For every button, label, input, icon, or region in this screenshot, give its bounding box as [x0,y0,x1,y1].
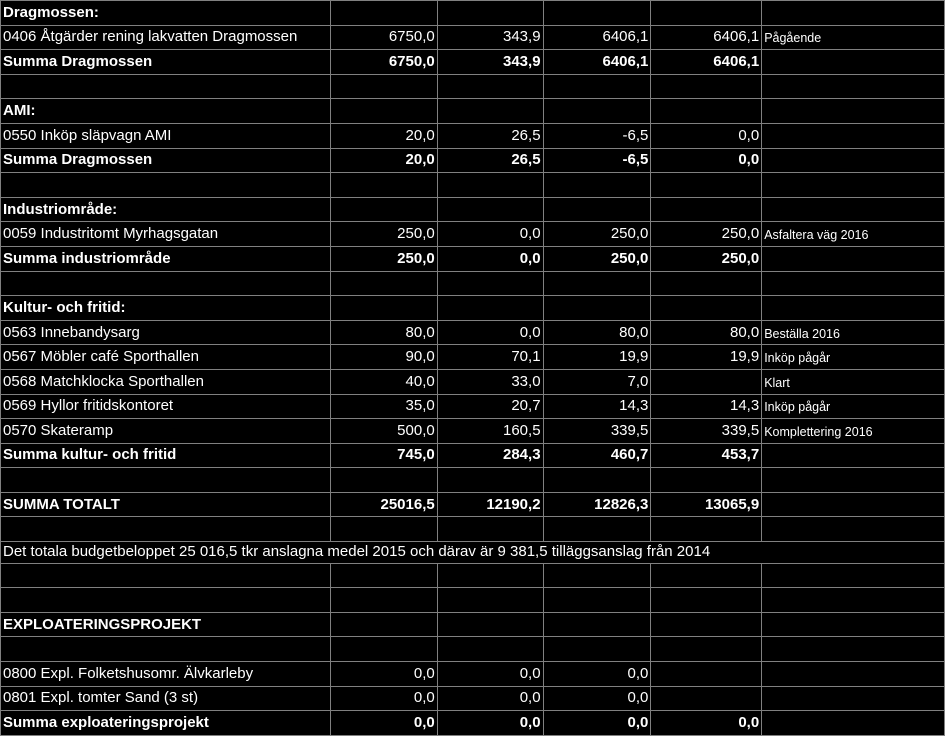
value-cell-4: 250,0 [651,246,762,271]
value-cell-3: 0,0 [543,711,651,736]
value-cell-4: 250,0 [651,222,762,247]
value-cell-4: 0,0 [651,711,762,736]
blank-row [1,173,945,198]
section-header-row [1,1,945,26]
blank-row [1,271,945,296]
value-cell-4: 0,0 [651,123,762,148]
blank-row [1,468,945,493]
value-cell-1: 250,0 [330,222,437,247]
value-cell-1: 0,0 [330,662,437,687]
blank-row [1,588,945,613]
budget-table-body [1,1,945,736]
value-cell-2: 0,0 [437,246,543,271]
value-cell-2 [437,197,543,222]
value-cell-3: 0,0 [543,662,651,687]
value-cell-3 [543,612,651,637]
table-row [1,686,945,711]
value-cell-2: 12190,2 [437,492,543,517]
sum-row [1,443,945,468]
row-label: 0569 Hyllor fritidskontoret [1,394,331,419]
value-cell-3: 250,0 [543,246,651,271]
sum-row [1,246,945,271]
value-cell-1: 25016,5 [330,492,437,517]
value-cell-1 [330,173,437,198]
row-label: 0563 Innebandysarg [1,320,331,345]
value-cell-1 [330,588,437,613]
row-label [1,588,331,613]
value-cell-2: 0,0 [437,711,543,736]
value-cell-2: 160,5 [437,419,543,444]
value-cell-2: 284,3 [437,443,543,468]
value-cell-2 [437,637,543,662]
status-note: Pågående [762,25,945,50]
sum-row [1,50,945,75]
status-note [762,123,945,148]
value-cell-1: 35,0 [330,394,437,419]
row-label [1,563,331,588]
row-label [1,637,331,662]
value-cell-4 [651,468,762,493]
value-cell-3: 339,5 [543,419,651,444]
value-cell-1: 745,0 [330,443,437,468]
value-cell-3: 6406,1 [543,25,651,50]
value-cell-2 [437,1,543,26]
value-cell-4: 19,9 [651,345,762,370]
value-cell-2 [437,271,543,296]
blank-row [1,74,945,99]
sum-row [1,148,945,173]
status-note: Asfaltera väg 2016 [762,222,945,247]
blank-row [1,637,945,662]
row-label: 0570 Skateramp [1,419,331,444]
value-cell-1 [330,637,437,662]
value-cell-1: 40,0 [330,369,437,394]
value-cell-3: 6406,1 [543,50,651,75]
row-label: 0568 Matchklocka Sporthallen [1,369,331,394]
status-note: Komplettering 2016 [762,419,945,444]
row-label: 0550 Inköp släpvagn AMI [1,123,331,148]
value-cell-1 [330,612,437,637]
value-cell-3: 12826,3 [543,492,651,517]
row-label: Industriområde: [1,197,331,222]
row-label [1,173,331,198]
status-note [762,588,945,613]
status-note [762,443,945,468]
value-cell-3 [543,637,651,662]
value-cell-2: 70,1 [437,345,543,370]
value-cell-2: 0,0 [437,222,543,247]
value-cell-1 [330,468,437,493]
value-cell-4 [651,588,762,613]
status-note [762,50,945,75]
value-cell-2: 26,5 [437,123,543,148]
value-cell-1 [330,74,437,99]
value-cell-4 [651,662,762,687]
value-cell-2 [437,296,543,321]
row-label: AMI: [1,99,331,124]
table-row [1,25,945,50]
value-cell-3 [543,1,651,26]
row-label: Summa kultur- och fritid [1,443,331,468]
row-label: Kultur- och fritid: [1,296,331,321]
value-cell-3 [543,74,651,99]
value-cell-4 [651,686,762,711]
value-cell-3: -6,5 [543,148,651,173]
value-cell-4 [651,369,762,394]
value-cell-1 [330,1,437,26]
section-header-row [1,296,945,321]
note-row [1,542,945,564]
value-cell-4: 6406,1 [651,25,762,50]
value-cell-2: 26,5 [437,148,543,173]
row-label: Summa Dragmossen [1,50,331,75]
value-cell-3: 14,3 [543,394,651,419]
section-header-row [1,197,945,222]
row-label: 0801 Expl. tomter Sand (3 st) [1,686,331,711]
status-note [762,271,945,296]
value-cell-1: 500,0 [330,419,437,444]
table-row [1,419,945,444]
table-row [1,662,945,687]
value-cell-1 [330,563,437,588]
value-cell-4: 14,3 [651,394,762,419]
row-label: Summa exploateringsprojekt [1,711,331,736]
value-cell-2: 0,0 [437,320,543,345]
row-label: 0406 Åtgärder rening lakvatten Dragmossen [1,25,331,50]
row-label: 0800 Expl. Folketshusomr. Älvkarleby [1,662,331,687]
status-note: Inköp pågår [762,394,945,419]
status-note: Inköp pågår [762,345,945,370]
status-note [762,492,945,517]
value-cell-1: 6750,0 [330,50,437,75]
section-header-row [1,99,945,124]
value-cell-2 [437,468,543,493]
value-cell-4 [651,296,762,321]
value-cell-3 [543,517,651,542]
value-cell-2 [437,173,543,198]
status-note [762,686,945,711]
status-note [762,468,945,493]
value-cell-3 [543,296,651,321]
value-cell-1 [330,271,437,296]
value-cell-4 [651,271,762,296]
value-cell-3 [543,173,651,198]
value-cell-3: 460,7 [543,443,651,468]
value-cell-2 [437,74,543,99]
value-cell-3 [543,563,651,588]
row-label [1,517,331,542]
note-text: Det totala budgetbeloppet 25 016,5 tkr anslagna medel 2015 och därav är 9 381,5 tilläggsanslag från 2014 [1,542,945,564]
value-cell-3 [543,271,651,296]
value-cell-3 [543,588,651,613]
value-cell-3: 80,0 [543,320,651,345]
section-header-row [1,612,945,637]
row-label [1,74,331,99]
value-cell-4 [651,173,762,198]
value-cell-1 [330,197,437,222]
status-note [762,197,945,222]
value-cell-3: 0,0 [543,686,651,711]
value-cell-1 [330,517,437,542]
value-cell-4 [651,517,762,542]
status-note: Beställa 2016 [762,320,945,345]
value-cell-4 [651,197,762,222]
value-cell-4 [651,612,762,637]
status-note: Klart [762,369,945,394]
value-cell-1 [330,296,437,321]
value-cell-2 [437,517,543,542]
value-cell-2: 20,7 [437,394,543,419]
value-cell-3: 7,0 [543,369,651,394]
table-row [1,394,945,419]
table-row [1,369,945,394]
value-cell-2: 33,0 [437,369,543,394]
value-cell-3 [543,99,651,124]
value-cell-3: 19,9 [543,345,651,370]
value-cell-1: 20,0 [330,148,437,173]
status-note [762,1,945,26]
value-cell-1: 0,0 [330,711,437,736]
row-label: 0059 Industritomt Myrhagsgatan [1,222,331,247]
value-cell-3 [543,197,651,222]
value-cell-4: 339,5 [651,419,762,444]
table-row [1,345,945,370]
status-note [762,612,945,637]
sum-row [1,711,945,736]
value-cell-4 [651,1,762,26]
value-cell-4: 80,0 [651,320,762,345]
value-cell-2 [437,99,543,124]
status-note [762,246,945,271]
value-cell-1: 90,0 [330,345,437,370]
row-label: Summa Dragmossen [1,148,331,173]
value-cell-3: -6,5 [543,123,651,148]
value-cell-3 [543,468,651,493]
status-note [762,662,945,687]
value-cell-1: 0,0 [330,686,437,711]
value-cell-2 [437,612,543,637]
value-cell-1: 6750,0 [330,25,437,50]
sum-row [1,492,945,517]
value-cell-2 [437,563,543,588]
status-note [762,517,945,542]
status-note [762,296,945,321]
table-row [1,320,945,345]
row-label: EXPLOATERINGSPROJEKT [1,612,331,637]
value-cell-3: 250,0 [543,222,651,247]
value-cell-1 [330,99,437,124]
table-row [1,222,945,247]
blank-row [1,517,945,542]
row-label: Summa industriområde [1,246,331,271]
value-cell-1: 80,0 [330,320,437,345]
value-cell-4 [651,563,762,588]
value-cell-4 [651,74,762,99]
value-cell-4: 6406,1 [651,50,762,75]
value-cell-2: 343,9 [437,50,543,75]
row-label [1,271,331,296]
value-cell-4 [651,637,762,662]
value-cell-4: 453,7 [651,443,762,468]
status-note [762,99,945,124]
value-cell-2: 0,0 [437,662,543,687]
status-note [762,711,945,736]
value-cell-4: 0,0 [651,148,762,173]
row-label: Dragmossen: [1,1,331,26]
value-cell-1: 250,0 [330,246,437,271]
blank-row [1,563,945,588]
value-cell-4 [651,99,762,124]
status-note [762,173,945,198]
status-note [762,148,945,173]
value-cell-4: 13065,9 [651,492,762,517]
status-note [762,74,945,99]
status-note [762,563,945,588]
value-cell-2: 343,9 [437,25,543,50]
table-row [1,123,945,148]
value-cell-2: 0,0 [437,686,543,711]
row-label [1,468,331,493]
value-cell-1: 20,0 [330,123,437,148]
row-label: SUMMA TOTALT [1,492,331,517]
row-label: 0567 Möbler café Sporthallen [1,345,331,370]
status-note [762,637,945,662]
value-cell-2 [437,588,543,613]
